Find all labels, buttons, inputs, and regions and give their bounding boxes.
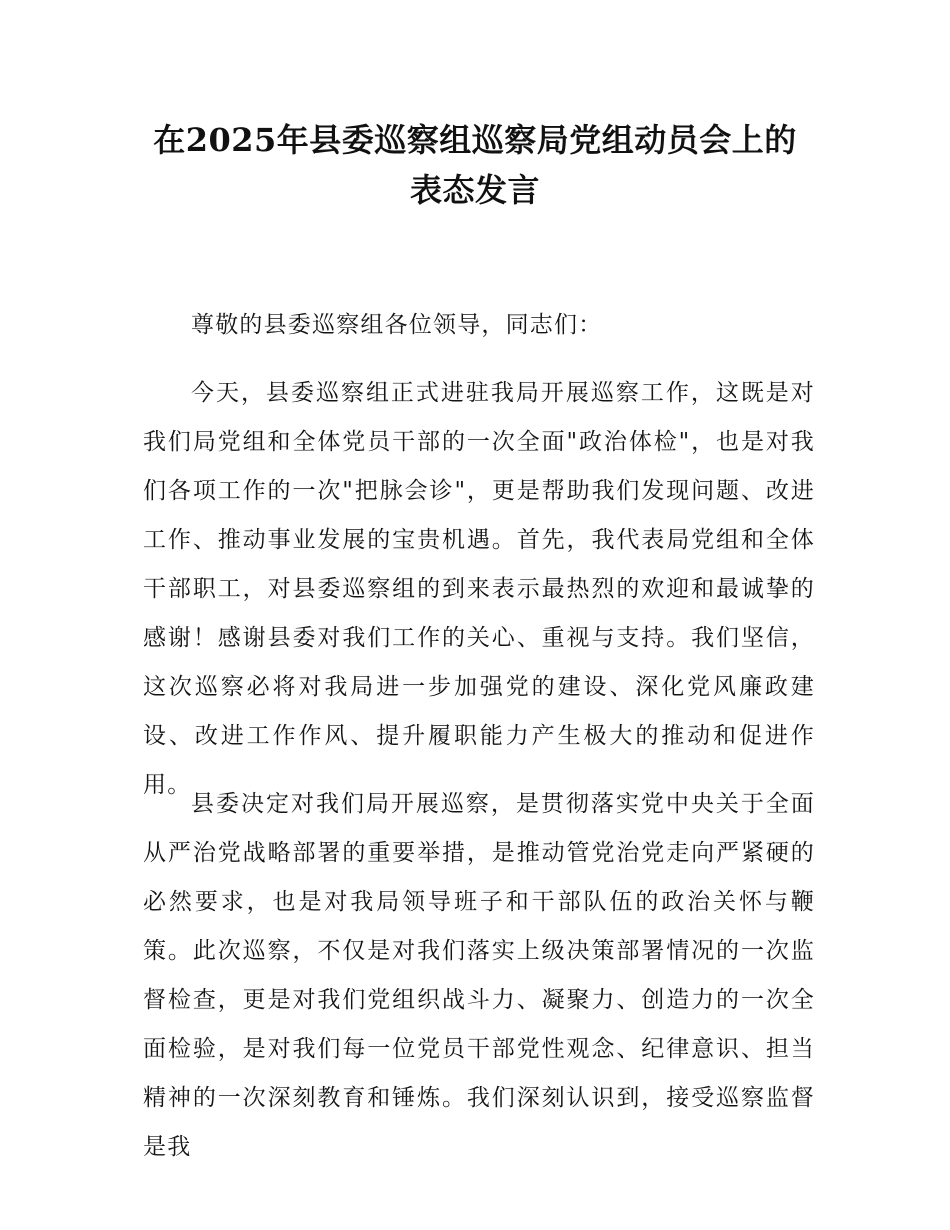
salutation: 尊敬的县委巡察组各位领导，同志们： <box>191 312 603 338</box>
paragraph-2: 县委决定对我们局开展巡察，是贯彻落实党中央关于全面从严治党战略部署的重要举措，是推动管党治党走向严紧硬的必然要求，也是对我局领导班子和干部队伍的政治关怀与鞭策。此次巡察，不仅是对我们落实上级决策部署情况的一次监督检查，更是对我们党组织战斗力、凝聚力、创造力的一次全面检验，是对我们每一位党员干部党性观念、纪律意识、担当精神的一次深刻教育和锤炼。我们深刻认识到，接受巡察监督是我 <box>143 791 815 1160</box>
document-title-line-1: 在2025年县委巡察组巡察局党组动员会上的 <box>153 121 797 159</box>
document-title-line-2: 表态发言 <box>409 171 540 209</box>
paragraph-1: 今天，县委巡察组正式进驻我局开展巡察工作，这既是对我们局党组和全体党员干部的一次全面"政治体检"，也是对我们各项工作的一次"把脉会诊"，更是帮助我们发现问题、改进工作、推动事业发展的宝贵机遇。首先，我代表局党组和全体干部职工，对县委巡察组的到来表示最热烈的欢迎和最诚挚的感谢！感谢县委对我们工作的关心、重视与支持。我们坚信，这次巡察必将对我局进一步加强党的建设、深化党风廉政建设、改进工作作风、提升履职能力产生极大的推动和促进作用。 <box>143 380 815 798</box>
